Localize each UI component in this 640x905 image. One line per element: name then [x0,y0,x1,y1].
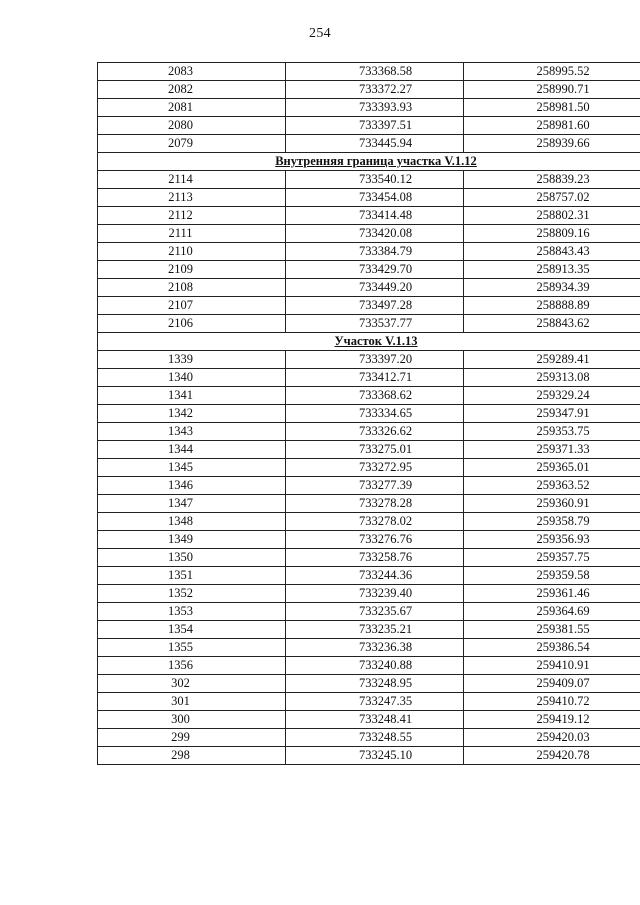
y-coordinate-cell: 259360.91 [464,495,640,513]
table-row [98,351,640,369]
y-coordinate-cell: 259381.55 [464,621,640,639]
x-coordinate-cell: 733372.27 [286,81,464,99]
coordinates-table [97,62,640,765]
x-coordinate-cell: 733414.48 [286,207,464,225]
table-row [98,117,640,135]
table-row [98,171,640,189]
x-coordinate-cell: 733248.95 [286,675,464,693]
point-number-cell: 2083 [98,63,286,81]
y-coordinate-cell: 258981.60 [464,117,640,135]
table-row [98,387,640,405]
table-row [98,369,640,387]
table-row [98,207,640,225]
table-row [98,405,640,423]
y-coordinate-cell: 258802.31 [464,207,640,225]
y-coordinate-cell: 259419.12 [464,711,640,729]
point-number-cell: 2106 [98,315,286,333]
x-coordinate-cell: 733248.41 [286,711,464,729]
point-number-cell: 1354 [98,621,286,639]
x-coordinate-cell: 733278.28 [286,495,464,513]
table-row [98,585,640,603]
section-header-row [98,333,640,351]
point-number-cell: 1355 [98,639,286,657]
table-row [98,189,640,207]
section-header-row [98,153,640,171]
x-coordinate-cell: 733235.21 [286,621,464,639]
x-coordinate-cell: 733239.40 [286,585,464,603]
y-coordinate-cell: 259365.01 [464,459,640,477]
table-row [98,81,640,99]
point-number-cell: 299 [98,729,286,747]
x-coordinate-cell: 733278.02 [286,513,464,531]
y-coordinate-cell: 259410.72 [464,693,640,711]
y-coordinate-cell: 259386.54 [464,639,640,657]
y-coordinate-cell: 258839.23 [464,171,640,189]
x-coordinate-cell: 733244.36 [286,567,464,585]
y-coordinate-cell: 259347.91 [464,405,640,423]
point-number-cell: 1356 [98,657,286,675]
point-number-cell: 1347 [98,495,286,513]
x-coordinate-cell: 733326.62 [286,423,464,441]
table-row [98,567,640,585]
table-row [98,279,640,297]
y-coordinate-cell: 259361.46 [464,585,640,603]
y-coordinate-cell: 258809.16 [464,225,640,243]
x-coordinate-cell: 733449.20 [286,279,464,297]
y-coordinate-cell: 259289.41 [464,351,640,369]
point-number-cell: 302 [98,675,286,693]
point-number-cell: 2113 [98,189,286,207]
y-coordinate-cell: 258939.66 [464,135,640,153]
section-title: Участок V.1.13 [98,333,640,351]
y-coordinate-cell: 259329.24 [464,387,640,405]
point-number-cell: 2107 [98,297,286,315]
x-coordinate-cell: 733235.67 [286,603,464,621]
table-row [98,99,640,117]
x-coordinate-cell: 733277.39 [286,477,464,495]
table-row [98,441,640,459]
table-row [98,63,640,81]
page-number: 254 [309,26,331,41]
x-coordinate-cell: 733275.01 [286,441,464,459]
point-number-cell: 2112 [98,207,286,225]
table-row [98,495,640,513]
point-number-cell: 2110 [98,243,286,261]
table-row [98,603,640,621]
x-coordinate-cell: 733537.77 [286,315,464,333]
y-coordinate-cell: 258843.43 [464,243,640,261]
table-row [98,657,640,675]
point-number-cell: 1348 [98,513,286,531]
point-number-cell: 2080 [98,117,286,135]
table-row [98,261,640,279]
x-coordinate-cell: 733454.08 [286,189,464,207]
table-row [98,621,640,639]
coordinates-table-body [98,63,640,765]
table-row [98,729,640,747]
table-row [98,675,640,693]
table-row [98,135,640,153]
table-row [98,225,640,243]
x-coordinate-cell: 733258.76 [286,549,464,567]
y-coordinate-cell: 259358.79 [464,513,640,531]
point-number-cell: 1343 [98,423,286,441]
x-coordinate-cell: 733334.65 [286,405,464,423]
y-coordinate-cell: 259410.91 [464,657,640,675]
table-row [98,513,640,531]
point-number-cell: 2079 [98,135,286,153]
x-coordinate-cell: 733429.70 [286,261,464,279]
point-number-cell: 1344 [98,441,286,459]
y-coordinate-cell: 259313.08 [464,369,640,387]
x-coordinate-cell: 733420.08 [286,225,464,243]
y-coordinate-cell: 258934.39 [464,279,640,297]
point-number-cell: 300 [98,711,286,729]
table-row [98,549,640,567]
table-row [98,243,640,261]
point-number-cell: 1346 [98,477,286,495]
x-coordinate-cell: 733236.38 [286,639,464,657]
y-coordinate-cell: 259409.07 [464,675,640,693]
point-number-cell: 1349 [98,531,286,549]
y-coordinate-cell: 259371.33 [464,441,640,459]
table-row [98,747,640,765]
y-coordinate-cell: 258981.50 [464,99,640,117]
point-number-cell: 1341 [98,387,286,405]
y-coordinate-cell: 258843.62 [464,315,640,333]
point-number-cell: 298 [98,747,286,765]
y-coordinate-cell: 259420.78 [464,747,640,765]
x-coordinate-cell: 733368.58 [286,63,464,81]
x-coordinate-cell: 733240.88 [286,657,464,675]
point-number-cell: 1352 [98,585,286,603]
y-coordinate-cell: 259356.93 [464,531,640,549]
point-number-cell: 1351 [98,567,286,585]
x-coordinate-cell: 733248.55 [286,729,464,747]
table-row [98,693,640,711]
y-coordinate-cell: 259359.58 [464,567,640,585]
table-row [98,423,640,441]
table-row [98,531,640,549]
table-row [98,639,640,657]
x-coordinate-cell: 733397.20 [286,351,464,369]
y-coordinate-cell: 259363.52 [464,477,640,495]
point-number-cell: 2108 [98,279,286,297]
y-coordinate-cell: 259353.75 [464,423,640,441]
point-number-cell: 1350 [98,549,286,567]
section-title: Внутренняя граница участка V.1.12 [98,153,640,171]
y-coordinate-cell: 258888.89 [464,297,640,315]
x-coordinate-cell: 733497.28 [286,297,464,315]
table-row [98,711,640,729]
point-number-cell: 1345 [98,459,286,477]
x-coordinate-cell: 733412.71 [286,369,464,387]
x-coordinate-cell: 733272.95 [286,459,464,477]
x-coordinate-cell: 733368.62 [286,387,464,405]
table-row [98,459,640,477]
y-coordinate-cell: 259420.03 [464,729,640,747]
point-number-cell: 1342 [98,405,286,423]
x-coordinate-cell: 733384.79 [286,243,464,261]
x-coordinate-cell: 733540.12 [286,171,464,189]
x-coordinate-cell: 733276.76 [286,531,464,549]
x-coordinate-cell: 733393.93 [286,99,464,117]
point-number-cell: 1340 [98,369,286,387]
point-number-cell: 1353 [98,603,286,621]
point-number-cell: 1339 [98,351,286,369]
x-coordinate-cell: 733247.35 [286,693,464,711]
y-coordinate-cell: 258990.71 [464,81,640,99]
point-number-cell: 2114 [98,171,286,189]
y-coordinate-cell: 258995.52 [464,63,640,81]
point-number-cell: 2111 [98,225,286,243]
table-row [98,477,640,495]
point-number-cell: 301 [98,693,286,711]
point-number-cell: 2109 [98,261,286,279]
y-coordinate-cell: 259364.69 [464,603,640,621]
point-number-cell: 2082 [98,81,286,99]
x-coordinate-cell: 733445.94 [286,135,464,153]
table-row [98,297,640,315]
y-coordinate-cell: 259357.75 [464,549,640,567]
point-number-cell: 2081 [98,99,286,117]
x-coordinate-cell: 733397.51 [286,117,464,135]
y-coordinate-cell: 258757.02 [464,189,640,207]
table-row [98,315,640,333]
x-coordinate-cell: 733245.10 [286,747,464,765]
y-coordinate-cell: 258913.35 [464,261,640,279]
